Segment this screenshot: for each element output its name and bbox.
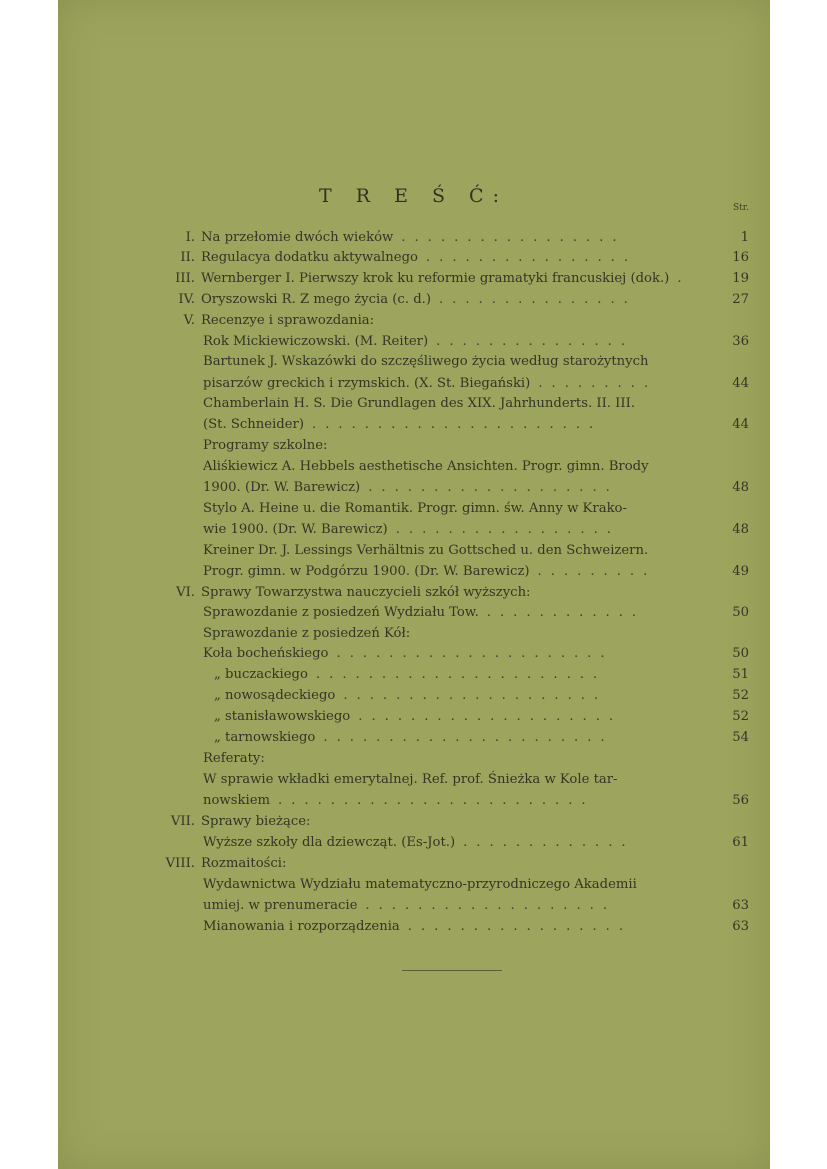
- toc-entry: [0, 248, 827, 268]
- leader-dots: ................: [425, 250, 638, 265]
- toc-entry: [0, 812, 827, 832]
- toc-entry: [0, 332, 827, 352]
- leader-dots: ...................: [365, 898, 617, 913]
- toc-entry: [0, 228, 827, 248]
- toc-entry-title: umiej. w prenumeracie: [203, 898, 358, 913]
- toc-entry-title: Recenzye i sprawozdania:: [201, 313, 375, 328]
- toc-entry-title: Wernberger I. Pierwszy krok ku reformie gramatyki francuskiej (dok.): [201, 271, 670, 286]
- toc-entry-page: 50: [732, 605, 749, 620]
- toc-entry: [0, 311, 827, 331]
- toc-entry: [0, 686, 827, 706]
- toc-entry: [0, 583, 827, 603]
- toc-entry: [0, 854, 827, 874]
- toc-entry-title: „ nowosądeckiego: [214, 688, 336, 703]
- toc-entry-page: 56: [732, 793, 749, 808]
- toc-entry-title: pisarzów greckich i rzymskich. (X. St. Biegański): [203, 376, 531, 391]
- toc-entry: [0, 499, 827, 519]
- toc-entry-title: Regulacya dodatku aktywalnego: [201, 250, 418, 265]
- toc-entry-title: Sprawozdanie z posiedzeń Kół:: [203, 626, 411, 641]
- toc-entry-title: Koła bocheńskiego: [203, 646, 329, 661]
- toc-entry: [0, 394, 827, 414]
- toc-entry-title: Chamberlain H. S. Die Grundlagen des XIX. Jahrhunderts. II. III.: [203, 396, 636, 411]
- toc-entry-title: nowskiem: [203, 793, 271, 808]
- toc-entry: [0, 269, 827, 289]
- page-column-label: Str.: [733, 203, 749, 213]
- toc-entry: [0, 896, 827, 916]
- toc-entry-page: 48: [732, 480, 749, 495]
- toc-entry-title: Rok Mickiewiczowski. (M. Reiter): [203, 334, 429, 349]
- leader-dots: ...............: [438, 292, 637, 307]
- closing-rule: [402, 970, 502, 971]
- leader-dots: ............: [486, 605, 646, 620]
- toc-entry: [0, 603, 827, 623]
- page-title: T R E Ś Ć:: [319, 185, 508, 207]
- toc-entry-title: Bartunek J. Wskazówki do szczęśliwego życia według starożytnych: [203, 354, 649, 369]
- toc-entry: [0, 374, 827, 394]
- leader-dots: ......................: [312, 417, 603, 432]
- toc-entry-title: Oryszowski R. Z mego życia (c. d.): [201, 292, 431, 307]
- toc-entry-title: Kreiner Dr. J. Lessings Verhältnis zu Gottsched u. den Schweizern.: [203, 543, 649, 558]
- toc-entry: [0, 644, 827, 664]
- leader-dots: ......................: [323, 730, 614, 745]
- toc-entry: [0, 707, 827, 727]
- leader-dots: ........................: [278, 793, 595, 808]
- toc-entry-title: „ stanisławowskiego: [214, 709, 351, 724]
- toc-entry-title: Progr. gimn. w Podgórzu 1900. (Dr. W. Barewicz): [203, 564, 530, 579]
- toc-entry-title: „ tarnowskiego: [214, 730, 316, 745]
- toc-entry-number: III.: [175, 271, 195, 286]
- toc-entry-page: 63: [732, 919, 749, 934]
- toc-entry-page: 50: [732, 646, 749, 661]
- toc-entry-title: Sprawy Towarzystwa nauczycieli szkół wyższych:: [201, 585, 531, 600]
- toc-entry-number: VII.: [170, 814, 195, 829]
- leader-dots: .................: [407, 919, 633, 934]
- toc-entry-title: W sprawie wkładki emerytalnej. Ref. prof. Śnieżka w Kole tar-: [203, 772, 618, 787]
- toc-entry-title: Wyższe szkoły dla dziewcząt. (Es-Jot.): [203, 835, 456, 850]
- toc-entry: [0, 833, 827, 853]
- toc-entry-page: 44: [732, 417, 749, 432]
- toc-entry: [0, 290, 827, 310]
- toc-entry-page: 51: [732, 667, 749, 682]
- toc-entry: [0, 520, 827, 540]
- toc-entry-title: Sprawozdanie z posiedzeń Wydziału Tow.: [203, 605, 479, 620]
- leader-dots: .........: [537, 564, 657, 579]
- toc-entry: [0, 541, 827, 561]
- toc-entry-page: 54: [732, 730, 749, 745]
- toc-entry-number: VIII.: [165, 856, 195, 871]
- toc-entry: [0, 875, 827, 895]
- toc-entry: [0, 478, 827, 498]
- toc-entry-page: 52: [732, 709, 749, 724]
- toc-entry-page: 1: [740, 230, 749, 245]
- toc-entry-page: 19: [732, 271, 749, 286]
- toc-entry-page: 63: [732, 898, 749, 913]
- toc-entry: [0, 917, 827, 937]
- toc-entry-page: 61: [732, 835, 749, 850]
- toc-entry-title: wie 1900. (Dr. W. Barewicz): [203, 522, 388, 537]
- leader-dots: .............: [463, 835, 635, 850]
- toc-entry-title: „ buczackiego: [214, 667, 308, 682]
- toc-entry-title: Programy szkolne:: [203, 438, 328, 453]
- toc-entry: [0, 770, 827, 790]
- toc-entry: [0, 665, 827, 685]
- leader-dots: ...................: [368, 480, 619, 495]
- toc-entry: [0, 415, 827, 435]
- toc-entry: [0, 749, 827, 769]
- toc-entry-title: 1900. (Dr. W. Barewicz): [203, 480, 361, 495]
- leader-dots: ....................: [358, 709, 623, 724]
- toc-entry-page: 36: [732, 334, 749, 349]
- toc-entry: [0, 436, 827, 456]
- toc-entry: [0, 562, 827, 582]
- toc-entry: [0, 791, 827, 811]
- leader-dots: .................: [395, 522, 620, 537]
- toc-entry-title: (St. Schneider): [203, 417, 304, 432]
- toc-entry-title: Rozmaitości:: [201, 856, 287, 871]
- leader-dots: ......................: [315, 667, 607, 682]
- toc-entry-number: VI.: [176, 585, 195, 600]
- toc-entry-number: IV.: [178, 292, 195, 307]
- toc-entry-page: 27: [732, 292, 749, 307]
- toc-entry-title: Aliśkiewicz A. Hebbels aesthetische Ansichten. Progr. gimn. Brody: [203, 459, 649, 474]
- toc-entry-title: Sprawy bieżące:: [201, 814, 311, 829]
- toc-entry-title: Stylo A. Heine u. die Romantik. Progr. gimn. św. Anny w Krako-: [203, 501, 627, 516]
- toc-entry-page: 49: [732, 564, 749, 579]
- toc-entry-title: Mianowania i rozporządzenia: [203, 919, 400, 934]
- leader-dots: .....................: [336, 646, 614, 661]
- toc-entry-page: 48: [732, 522, 749, 537]
- leader-dots: .................: [401, 230, 626, 245]
- toc-entry-title: Wydawnictwa Wydziału matematyczno-przyrodniczego Akademii: [203, 877, 637, 892]
- toc-entry-title: Na przełomie dwóch wieków: [201, 230, 394, 245]
- leader-dots: .: [677, 271, 691, 286]
- toc-entry: [0, 352, 827, 372]
- toc-entry-page: 44: [732, 376, 749, 391]
- toc-entry-title: Referaty:: [203, 751, 265, 766]
- toc-entry-number: V.: [183, 313, 195, 328]
- toc-entry-page: 52: [732, 688, 749, 703]
- leader-dots: ....................: [343, 688, 608, 703]
- toc-entry: [0, 457, 827, 477]
- leader-dots: ...............: [436, 334, 635, 349]
- toc-entry: [0, 624, 827, 644]
- toc-entry-page: 16: [732, 250, 749, 265]
- leader-dots: .........: [538, 376, 658, 391]
- toc-entry-number: II.: [180, 250, 195, 265]
- toc-entry: [0, 728, 827, 748]
- toc-entry-number: I.: [185, 230, 195, 245]
